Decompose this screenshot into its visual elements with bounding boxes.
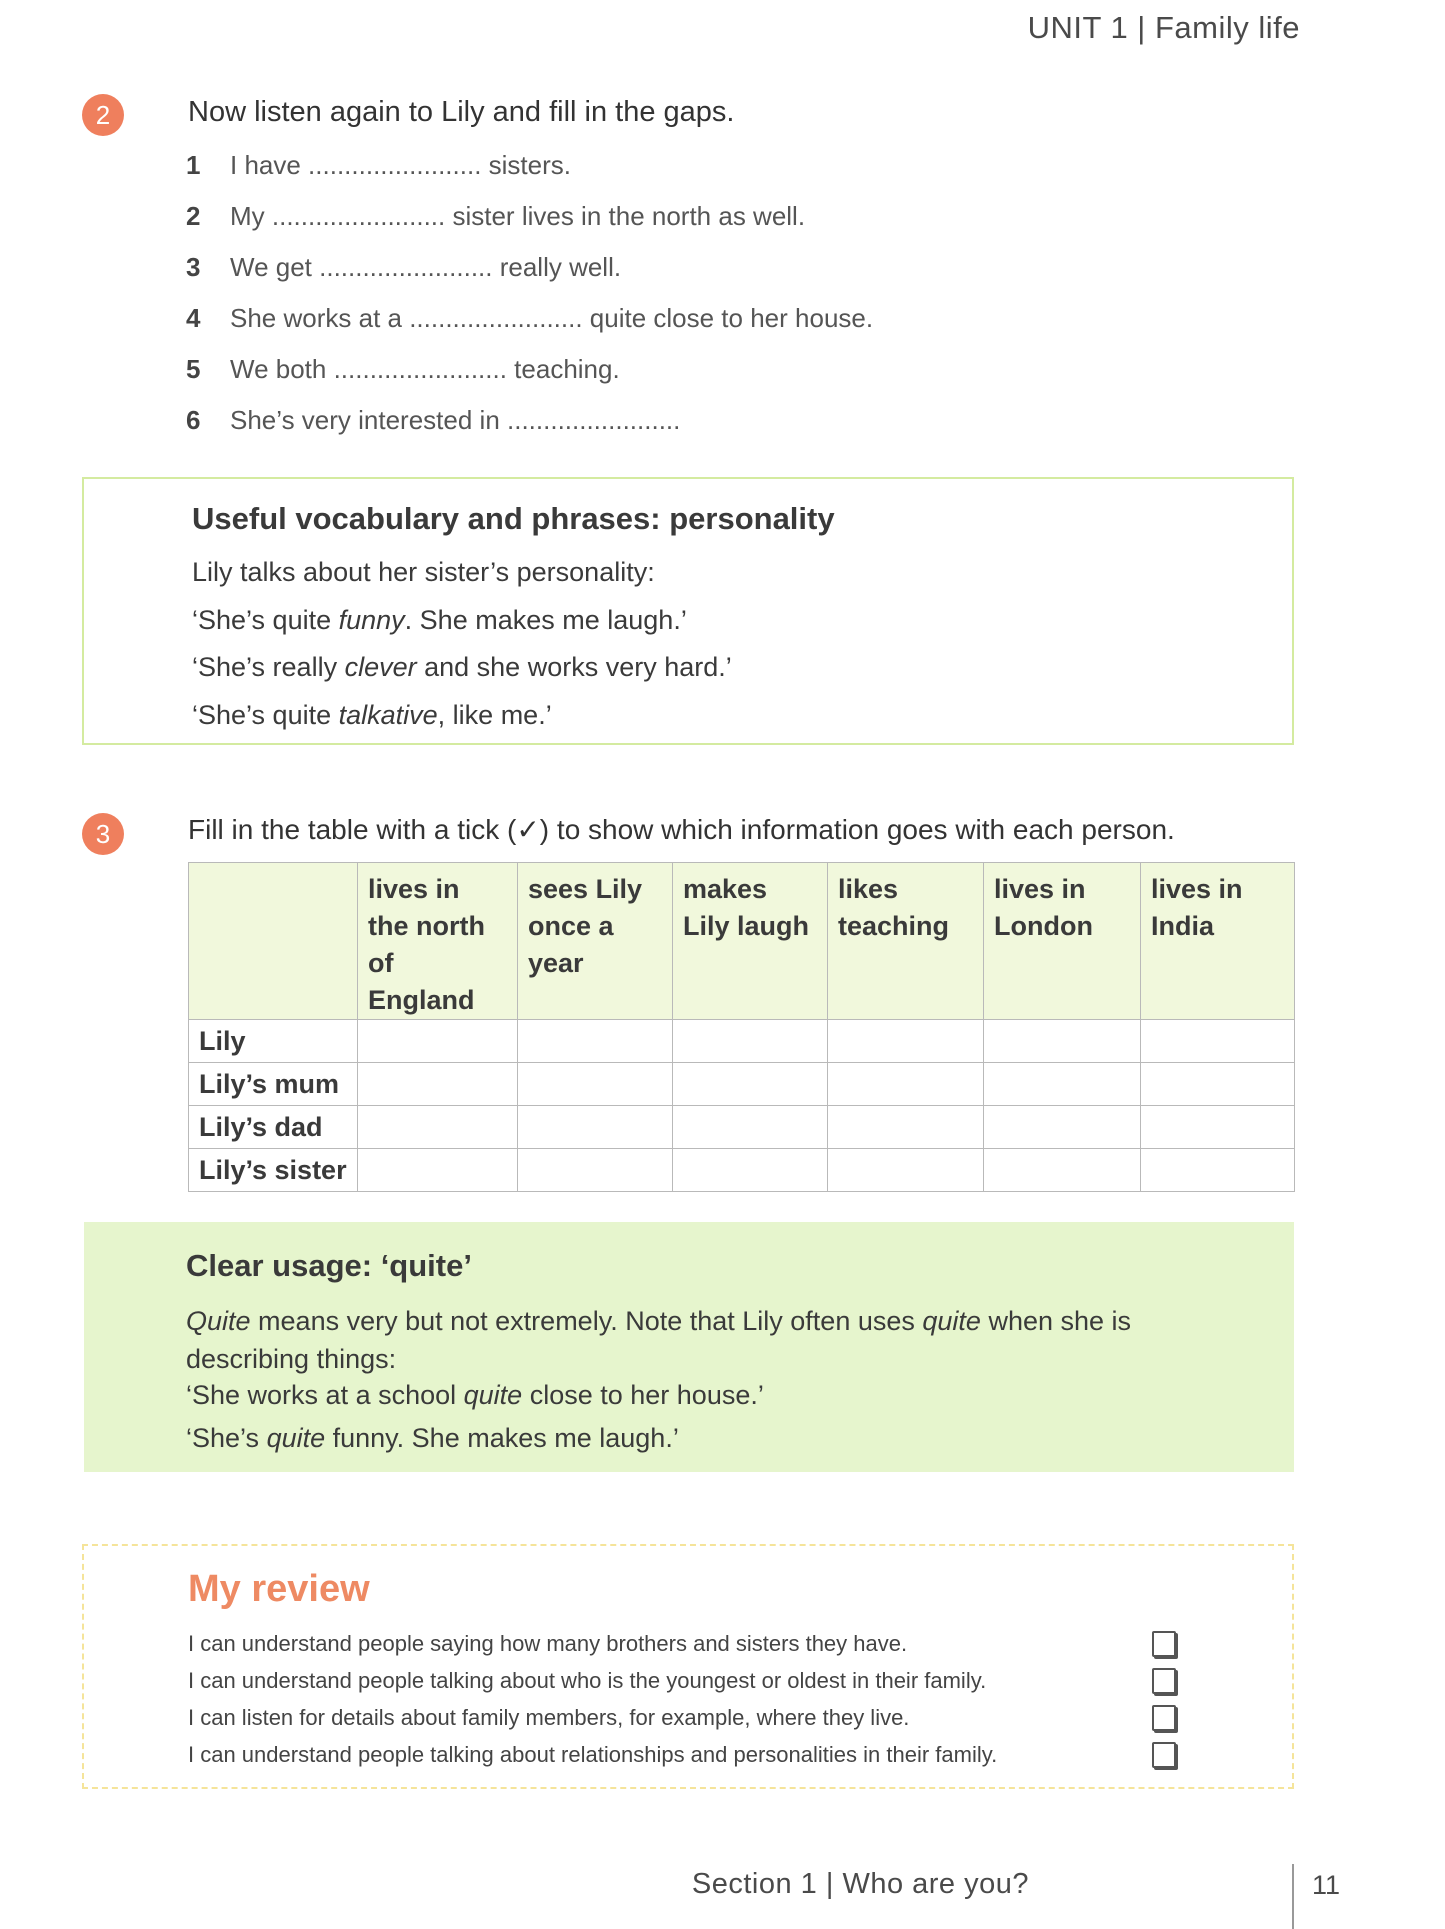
tick-cell[interactable] [1141, 1106, 1295, 1149]
tick-cell[interactable] [828, 1106, 984, 1149]
gap-item-text: We get ........................ really well. [230, 252, 622, 282]
gap-item-number: 3 [186, 252, 201, 282]
gap-item-number: 4 [186, 303, 201, 333]
vocabulary-intro: Lily talks about her sister’s personality: [192, 557, 655, 587]
column-header: sees Lily once a year [518, 863, 673, 1020]
gap-item-number: 6 [186, 405, 201, 435]
tick-cell[interactable] [673, 1063, 828, 1106]
gap-fill-list [186, 140, 873, 446]
footer-divider [1292, 1864, 1294, 1929]
gap-item [186, 191, 873, 242]
review-title: My review [188, 1568, 370, 1610]
gap-item-text: She works at a ........................ quite close to her house. [230, 303, 874, 333]
gap-item [186, 344, 873, 395]
column-header: lives in India [1141, 863, 1295, 1020]
exercise-number-3: 3 [82, 813, 124, 855]
unit-header: UNIT 1 | Family life [1027, 10, 1300, 45]
tick-cell[interactable] [828, 1149, 984, 1192]
row-header: Lily’s dad [189, 1106, 358, 1149]
tick-table [188, 862, 1295, 1192]
review-checkbox[interactable] [1152, 1631, 1176, 1657]
gap-item [186, 395, 873, 446]
review-item-text: I can understand people talking about who is the youngest or oldest in their family. [188, 1667, 987, 1693]
vocabulary-quote: ‘She’s really clever and she works very hard.’ [192, 652, 732, 682]
vocabulary-quote: ‘She’s quite talkative, like me.’ [192, 700, 552, 730]
tick-cell[interactable] [358, 1149, 518, 1192]
vocabulary-quote: ‘She’s quite funny. She makes me laugh.’ [192, 605, 687, 635]
exercise-2-instruction: Now listen again to Lily and fill in the gaps. [188, 96, 735, 128]
table-row [189, 1106, 1295, 1149]
tick-cell[interactable] [673, 1106, 828, 1149]
column-header: lives in London [984, 863, 1141, 1020]
usage-title: Clear usage: ‘quite’ [186, 1248, 472, 1283]
gap-item-text: My ........................ sister lives in the north as well. [230, 201, 806, 231]
column-header: makes Lily laugh [673, 863, 828, 1020]
table-row [189, 1149, 1295, 1192]
vocabulary-box [82, 477, 1294, 745]
row-header: Lily [189, 1020, 358, 1063]
review-item [188, 1625, 1188, 1662]
table-row [189, 1020, 1295, 1063]
exercise-3-instruction: Fill in the table with a tick (✓) to show which information goes with each person. [188, 814, 1175, 845]
review-item [188, 1662, 1188, 1699]
review-box [82, 1544, 1294, 1789]
usage-example: ‘She works at a school quite close to her house.’ [186, 1380, 764, 1410]
row-header: Lily’s mum [189, 1063, 358, 1106]
review-item-text: I can understand people saying how many brothers and sisters they have. [188, 1630, 908, 1656]
gap-item [186, 242, 873, 293]
tick-cell[interactable] [518, 1063, 673, 1106]
column-header: likes teaching [828, 863, 984, 1020]
table-header-row [189, 863, 1295, 1020]
tick-cell[interactable] [673, 1020, 828, 1063]
gap-item-text: We both ........................ teaching. [230, 354, 620, 384]
table-corner-cell [189, 863, 358, 1020]
tick-cell[interactable] [518, 1020, 673, 1063]
tick-cell[interactable] [673, 1149, 828, 1192]
review-item-text: I can listen for details about family members, for example, where they live. [188, 1704, 910, 1730]
usage-paragraph: Quite means very but not extremely. Note that Lily often uses quite when she is describing things: [186, 1306, 1132, 1374]
tick-cell[interactable] [984, 1063, 1141, 1106]
exercise-number-2: 2 [82, 94, 124, 136]
review-item [188, 1736, 1188, 1773]
tick-cell[interactable] [518, 1149, 673, 1192]
tick-cell[interactable] [1141, 1149, 1295, 1192]
tick-cell[interactable] [358, 1106, 518, 1149]
tick-cell[interactable] [358, 1063, 518, 1106]
review-item-text: I can understand people talking about relationships and personalities in their family. [188, 1741, 998, 1767]
gap-item [186, 293, 873, 344]
table-row [189, 1063, 1295, 1106]
tick-cell[interactable] [828, 1063, 984, 1106]
tick-cell[interactable] [984, 1106, 1141, 1149]
gap-item-number: 2 [186, 201, 201, 231]
tick-cell[interactable] [518, 1106, 673, 1149]
review-item [188, 1699, 1188, 1736]
column-header: lives in the north of England [358, 863, 518, 1020]
review-checkbox[interactable] [1152, 1668, 1176, 1694]
tick-cell[interactable] [828, 1020, 984, 1063]
footer-section-title: Section 1 | Who are you? [691, 1868, 1029, 1900]
vocabulary-title: Useful vocabulary and phrases: personality [192, 501, 835, 536]
review-checkbox[interactable] [1152, 1705, 1176, 1731]
tick-cell[interactable] [1141, 1020, 1295, 1063]
gap-item-text: She’s very interested in ........................ [230, 405, 681, 435]
tick-cell[interactable] [984, 1149, 1141, 1192]
gap-item [186, 140, 873, 191]
row-header: Lily’s sister [189, 1149, 358, 1192]
usage-example: ‘She’s quite funny. She makes me laugh.’ [186, 1423, 679, 1453]
review-checkbox[interactable] [1152, 1742, 1176, 1768]
gap-item-number: 1 [186, 150, 201, 180]
gap-item-number: 5 [186, 354, 201, 384]
gap-item-text: I have ........................ sisters. [230, 150, 571, 180]
tick-cell[interactable] [1141, 1063, 1295, 1106]
page-number: 11 [1312, 1870, 1341, 1900]
usage-box [84, 1222, 1294, 1472]
tick-cell[interactable] [984, 1020, 1141, 1063]
tick-cell[interactable] [358, 1020, 518, 1063]
